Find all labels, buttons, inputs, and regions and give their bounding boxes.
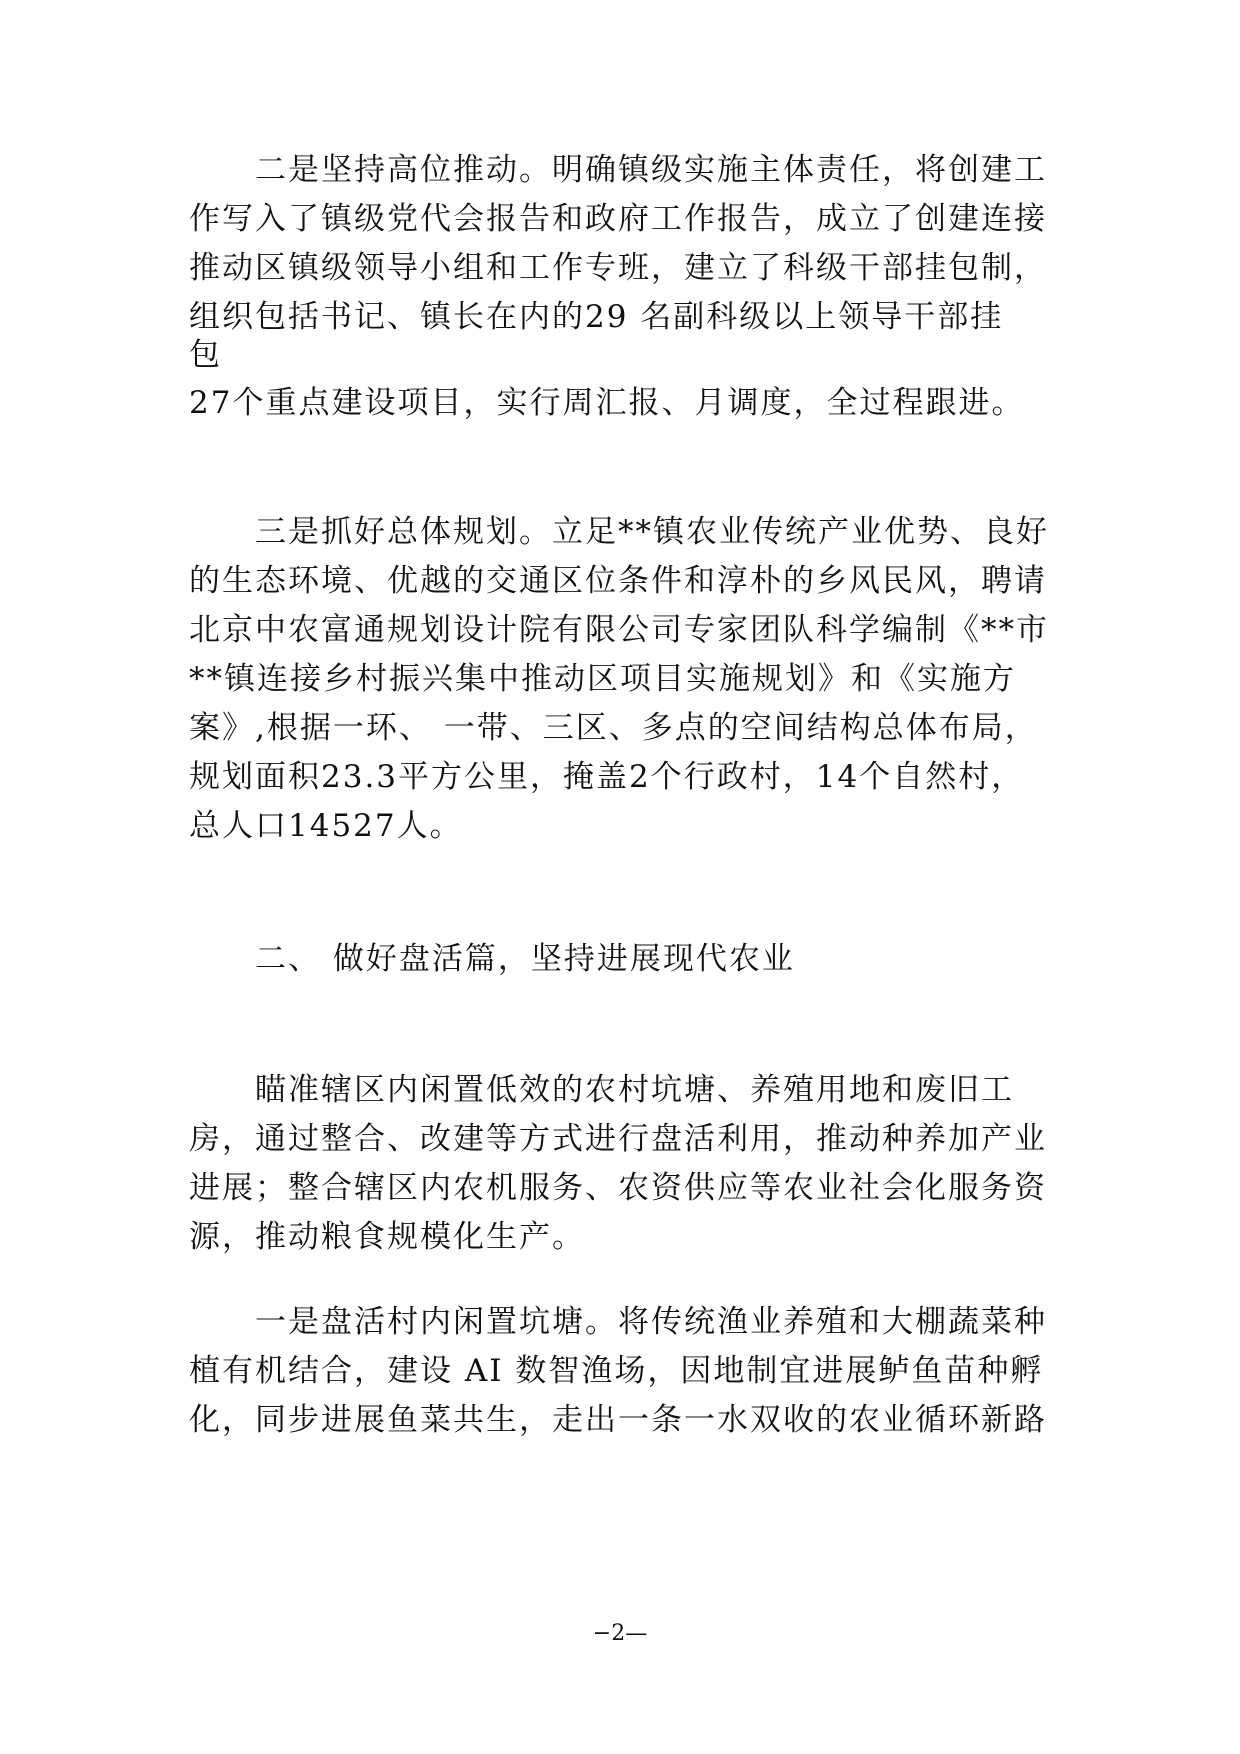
paragraph-1-line-6: 27个重点建设项目，实行周汇报、月调度，全过程跟进。 bbox=[189, 385, 1025, 421]
paragraph-2-line-5: 案》,根据一环、 一带、三区、多点的空间结构总体布局， bbox=[189, 710, 1038, 746]
page-number: −2— bbox=[592, 1621, 648, 1646]
paragraph-2-line-2: 的生态环境、优越的交通区位条件和淳朴的乡风民风，聘请 bbox=[189, 563, 1047, 599]
paragraph-2-line-1: 三是抓好总体规划。立足**镇农业传统产业优势、良好 bbox=[255, 514, 1049, 550]
paragraph-1-line-1: 二是坚持高位推动。明确镇级实施主体责任，将创建工 bbox=[255, 152, 1047, 188]
paragraph-3-line-3: 进展；整合辖区内农机服务、农资供应等农业社会化服务资 bbox=[189, 1170, 1047, 1206]
paragraph-2-line-7: 总人口14527人。 bbox=[189, 808, 463, 844]
paragraph-3-line-1: 瞄准辖区内闲置低效的农村坑塘、养殖用地和废旧工 bbox=[255, 1072, 1014, 1108]
paragraph-2-line-3: 北京中农富通规划设计院有限公司专家团队科学编制《**市 bbox=[189, 612, 1049, 648]
paragraph-1-line-5: 包 bbox=[189, 337, 222, 373]
paragraph-4-line-1: 一是盘活村内闲置坑塘。将传统渔业养殖和大棚蔬菜种 bbox=[255, 1304, 1047, 1340]
paragraph-4-line-2: 植有机结合，建设 AI 数智渔场，因地制宜进展鲈鱼苗种孵 bbox=[189, 1353, 1044, 1389]
section-heading: 二、 做好盘活篇，坚持进展现代农业 bbox=[255, 941, 795, 977]
paragraph-2-line-4: **镇连接乡村振兴集中推动区项目实施规划》和《实施方 bbox=[189, 661, 1016, 697]
paragraph-3-line-4: 源，推动粮食规模化生产。 bbox=[189, 1219, 585, 1255]
paragraph-1-line-3: 推动区镇级领导小组和工作专班，建立了科级干部挂包制， bbox=[189, 250, 1047, 286]
paragraph-1-line-4: 组织包括书记、镇长在内的29 名副科级以上领导干部挂 bbox=[189, 299, 1004, 335]
paragraph-3-line-2: 房，通过整合、改建等方式进行盘活利用，推动种养加产业 bbox=[189, 1121, 1047, 1157]
paragraph-4-line-3: 化，同步进展鱼菜共生，走出一条一水双收的农业循环新路 bbox=[189, 1402, 1047, 1438]
paragraph-1-line-2: 作写入了镇级党代会报告和政府工作报告，成立了创建连接 bbox=[189, 201, 1047, 237]
paragraph-2-line-6: 规划面积23.3平方公里，掩盖2个行政村，14个自然村， bbox=[189, 759, 1025, 795]
